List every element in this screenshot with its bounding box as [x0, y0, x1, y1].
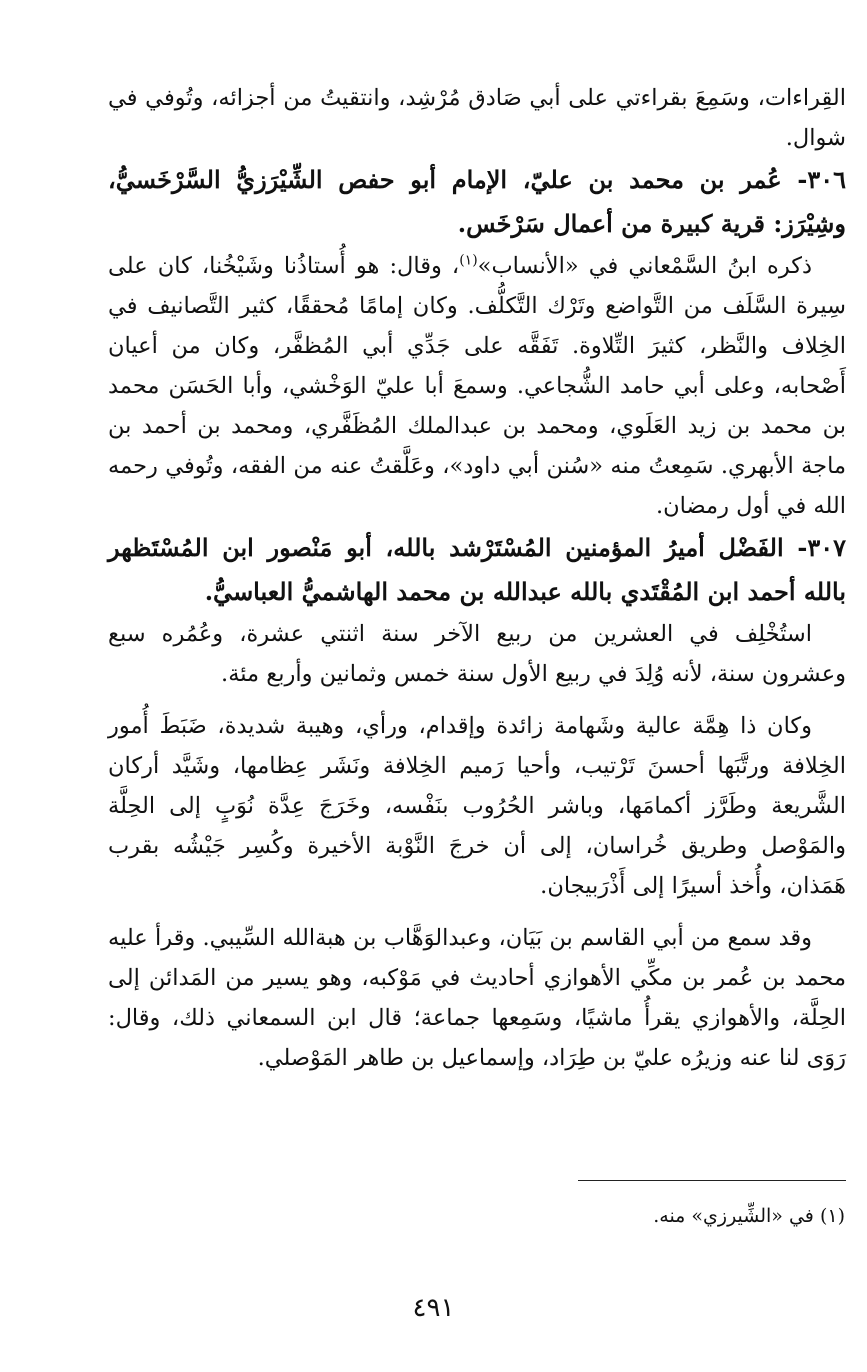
entry-306-heading	[108, 158, 846, 246]
entry-306-title: عُمر بن محمد بن عليّ، الإمام أبو حفص الشِّيْرَزيُّ السَّرْخَسيُّ، وشِيْرَز: قرية كبيرة من أعمال سَرْخَس.	[108, 165, 846, 238]
intro-paragraph: القِراءات، وسَمِعَ بقراءتي على أبي صَادق مُرْشِد، وانتقيتُ من أجزائه، وتُوفي في شوال.	[108, 85, 846, 151]
entry-306-paragraph	[108, 246, 846, 526]
footnote	[145, 1202, 845, 1230]
entry-307-title: الفَضْل أميرُ المؤمنين المُسْتَرْشد بالله، أبو مَنْصور ابن المُسْتَظهر بالله أحمد ابن المُقْتَدي بالله عبدالله بن محمد الهاشميُّ العباسيُّ.	[108, 533, 846, 606]
entry-306-text-start: ذكره ابنُ السَّمْعاني في «الأنساب»	[477, 253, 812, 279]
entry-307-heading	[108, 526, 846, 614]
entry-307-number: ٣٠٧-	[797, 533, 846, 562]
entry-306-text-rest: ، وقال: هو أُستاذُنا وشَيْخُنا، كان على سِيرة السَّلَف من التَّواضع وتَرْك التَّكلُّف. وكان إمامًا مُحققًا، كثير التَّصانيف في الخِلاف والنَّظر، كثيرَ التِّلاوة. تَفَقَّه على جَدِّي أبي المُظفَّر، وكان من أعيان أَصْحابه، وعلى أبي حامد الشُّجاعي. وسمعَ أبا عليّ الوَخْشي، وأبا الحَسَن محمد بن محمد بن زيد العَلَوي، ومحمد بن عبدالملك المُظَفَّري، ومحمد بن أحمد بن ماجة الأبهري. سَمِعتُ منه «سُنن أبي داود»، وعَلَّقتُ عنه من الفقه، وتُوفي رحمه الله في أول رمضان.	[108, 253, 846, 519]
footnote-divider	[578, 1180, 846, 1181]
entry-306-number: ٣٠٦-	[797, 165, 846, 194]
footnote-reference: (١)	[459, 252, 478, 269]
main-text	[108, 78, 846, 1078]
entry-307-paragraph-2: وكان ذا هِمَّة عالية وشَهامة زائدة وإقدام، ورأي، وهيبة شديدة، ضَبَطَ أُمور الخِلافة ورتَّبَها أحسنَ تَرْتيب، وأحيا رَميم الخِلافة ونَشَر عِظامها، وشَيَّد أركان الشَّريعة وطَرَّز أكمامَها، وباشر الحُرُوب بنَفْسه، وخَرَجَ عِدَّة نُوَبٍ إلى الحِلَّة والمَوْصل وطريق خُراسان، إلى أن خرجَ النَّوْبة الأخيرة وكُسِر جَيْشُه بقرب هَمَذان، وأُخذ أسيرًا إلى أَذْرَبيجان.	[108, 713, 846, 899]
page-number: ٤٩١	[412, 1293, 455, 1323]
footnote-marker: (١)	[819, 1205, 845, 1227]
entry-307-paragraph-3: وقد سمع من أبي القاسم بن بَيَان، وعبدالوَهَّاب بن هبةالله السِّيبي. وقرأ عليه محمد بن عُمر بن مكِّي الأهوازي أحاديث في مَوْكبه، وهو يسير من المَدائن إلى الحِلَّة، والأهوازي يقرأُ ماشيًا، وسَمِعها جماعة؛ قال ابن السمعاني ذلك، وقال: رَوَى لنا عنه وزيرُه عليّ بن طِرَاد، وإسماعيل بن طاهر المَوْصلي.	[108, 925, 846, 1071]
footnote-text: في «الشِّيرزي» منه.	[653, 1205, 814, 1227]
entry-307-paragraph-1: استُخْلِف في العشرين من ربيع الآخر سنة اثنتي عشرة، وعُمُره سبع وعشرون سنة، لأنه وُلِدَ في ربيع الأول سنة خمس وثمانين وأربع مئة.	[108, 621, 846, 687]
